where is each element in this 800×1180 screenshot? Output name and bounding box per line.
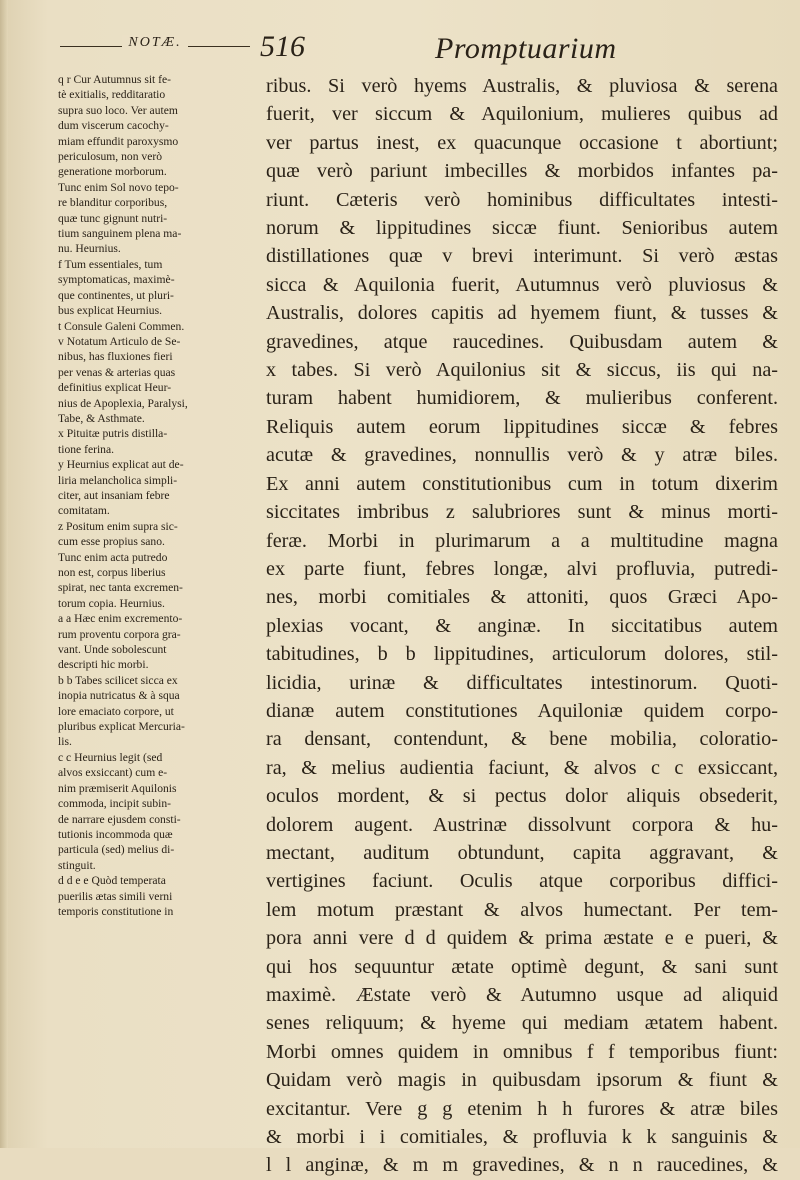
note-line: lore emaciato corpore, ut [58, 704, 174, 718]
main-text-column [266, 72, 778, 1180]
note-line: citer, aut insaniam febre [58, 488, 170, 502]
note-line: z Positum enim supra sic- [58, 519, 178, 533]
text-line: Ex anni autem constitutionibus cum in totum dixerim [266, 472, 778, 495]
text-line: plexias vocant, & anginæ. In siccitatibus autem [266, 614, 778, 637]
text-line: riunt. Cæteris verò hominibus difficultates intesti- [266, 188, 778, 211]
note-line: rum proventu corpora gra- [58, 627, 181, 641]
text-line: Quidam verò magis in quibusdam ipsorum & fiunt & [266, 1069, 778, 1092]
text-line: sicca & Aquilonia fuerit, Autumnus verò pluviosus & [266, 273, 778, 296]
text-line: pora anni vere d d quidem & prima æstate e e pueri, & [266, 927, 778, 950]
note-line: a a Hæc enim excremento- [58, 612, 183, 626]
page-gutter [0, 0, 8, 1148]
note-line: cum esse propius sano. [58, 535, 165, 549]
text-line: x tabes. Si verò Aquilonius sit & siccus, iis qui na- [266, 359, 778, 382]
note-line: f Tum essentiales, tum [58, 257, 163, 271]
note-line: nu. Heurnius. [58, 242, 121, 256]
note-line: q r Cur Autumnus sit fe- [58, 73, 172, 86]
text-line: ribus. Si verò hyems Australis, & pluviosa & serena [266, 75, 778, 97]
note-line: tione ferina. [58, 442, 115, 456]
note-line: tium sanguinem plena ma- [58, 227, 182, 241]
text-line: Reliquis autem eorum lippitudines siccæ & febres [266, 415, 778, 438]
note-line: generatione morborum. [58, 165, 167, 179]
note-line: inopia nutricatus & à squa [58, 689, 180, 703]
text-line: Australis, dolores capitis ad hyemem fiunt, & tusses & [266, 302, 778, 325]
text-line: ver partus inest, ex quacunque occasione t abortiunt; [266, 131, 778, 154]
note-line: descripti hic morbi. [58, 658, 149, 672]
text-line: oculos mordent, & si pectus dolor aliquis obsederit, [266, 785, 778, 808]
note-line: quæ tunc gignunt nutri- [58, 211, 168, 225]
note-line: commoda, incipit subin- [58, 797, 172, 811]
note-line: torum copia. Heurnius. [58, 596, 165, 610]
note-line: symptomaticas, maximè- [58, 273, 175, 287]
note-line: nibus, has fluxiones fieri [58, 350, 173, 364]
note-line: nim præmiserit Aquilonis [58, 781, 177, 795]
text-line: turam habent humidiorem, & mulieribus conferent. [266, 387, 778, 410]
note-line: v Notatum Articulo de Se- [58, 334, 181, 348]
note-line: per venas & arterias quas [58, 365, 176, 379]
page-header [60, 28, 760, 76]
text-line: licidia, urinæ & difficultates intestinorum. Quoti- [266, 671, 778, 694]
text-line: nes, morbi comitiales & attoniti, quos Græci Apo- [266, 586, 778, 609]
text-line: ra densant, contendunt, & bene mobilia, coloratio- [266, 728, 778, 751]
text-line: gravedines, atque raucedines. Quibusdam autem & [266, 330, 778, 353]
note-line: vant. Unde sobolescunt [58, 643, 167, 657]
note-line: miam effundit paroxysmo [58, 134, 179, 148]
marginal-notes-column [58, 72, 262, 919]
note-line: comitatam. [58, 504, 110, 518]
text-line: Morbi omnes quidem in omnibus f f temporibus fiunt: [266, 1040, 778, 1063]
text-line: vertigines faciunt. Oculis atque corporibus diffici- [266, 870, 778, 893]
text-line: acutæ & gravedines, nonnullis verò & y atræ biles. [266, 444, 778, 467]
note-line: pluribus explicat Mercuria- [58, 720, 185, 734]
text-line: l l anginæ, & m m gravedines, & n n raucedines, & [266, 1154, 778, 1177]
note-line: dum viscerum cacochy- [58, 119, 169, 133]
note-line: spirat, nec tanta excremen- [58, 581, 183, 595]
text-line: distillationes quæ v brevi interimunt. Si verò æstas [266, 245, 778, 268]
note-line: liria melancholica simpli- [58, 473, 178, 487]
note-line: tutionis incommoda quæ [58, 827, 173, 841]
text-line: tabitudines, b b lippitudines, articulorum dolores, stil- [266, 643, 778, 666]
text-line: senes reliquum; & hyeme qui mediam ætatem habent. [266, 1012, 778, 1035]
note-line: re blanditur corporibus, [58, 196, 168, 210]
text-line: ra, & melius audientia faciunt, & alvos c c exsiccant, [266, 756, 778, 779]
note-line: tè exitialis, redditaratio [58, 88, 166, 102]
text-line: dianæ autem constitutiones Aquiloniæ quidem corpo- [266, 699, 778, 722]
note-line: periculosum, non verò [58, 150, 162, 164]
note-line: Tunc enim Sol novo tepo- [58, 180, 179, 194]
note-line: alvos exsiccant) cum e- [58, 766, 168, 780]
text-line: dolorem augent. Austrinæ dissolvunt corpora & hu- [266, 813, 778, 836]
note-line: bus explicat Heurnius. [58, 304, 162, 318]
note-line: definitius explicat Heur- [58, 381, 172, 395]
text-line: quæ verò pariunt imbecilles & morbidos infantes pa- [266, 160, 778, 183]
note-line: nius de Apoplexia, Paralysi, [58, 396, 188, 410]
text-line: & morbi i i comitiales, & profluvia k k sanguinis & [266, 1126, 778, 1149]
text-line: excitantur. Vere g g etenim h h furores & atræ biles [266, 1097, 778, 1120]
note-line: temporis constitutione in [58, 904, 174, 918]
text-line: norum & lippitudines siccæ fiunt. Senioribus autem [266, 217, 778, 240]
note-line: particula (sed) melius di- [58, 843, 175, 857]
text-line: lem motum præstant & alvos humectant. Per tem- [266, 898, 778, 921]
text-line: maximè. Æstate verò & Autumno usque ad aliquid [266, 984, 778, 1006]
page-number: 516 [260, 30, 305, 63]
note-line: de narrare ejusdem consti- [58, 812, 181, 826]
note-line: stinguit. [58, 858, 96, 872]
text-line: siccitates imbribus z salubriores sunt & minus morti- [266, 501, 778, 524]
note-line: Tabe, & Asthmate. [58, 411, 145, 425]
note-line: y Heurnius explicat aut de- [58, 458, 184, 472]
text-line: qui hos sequuntur ætate optimè degunt, & sani sunt [266, 955, 778, 978]
note-line: c c Heurnius legit (sed [58, 750, 163, 764]
running-head: Promptuarium [435, 32, 617, 65]
note-line: puerilis ætas simili verni [58, 889, 173, 903]
note-line: supra suo loco. Ver autem [58, 103, 178, 117]
text-line: fuerit, ver siccum & Aquilonium, mulieres quibus ad [266, 103, 778, 126]
note-line: x Pituitæ putris distilla- [58, 427, 168, 441]
note-line: que continentes, ut pluri- [58, 288, 174, 302]
text-line: ex parte fiunt, febres longæ, alvi profluvia, putredi- [266, 557, 778, 580]
note-line: lis. [58, 735, 72, 749]
note-line: b b Tabes scilicet sicca ex [58, 673, 178, 687]
text-line: feræ. Morbi in plurimarum a a multitudine magna [266, 529, 778, 552]
note-line: d d e e Quòd temperata [58, 874, 166, 888]
note-line: t Consule Galeni Commen. [58, 319, 185, 333]
note-line: Tunc enim acta putredo [58, 550, 168, 564]
notes-heading-label: NOTÆ. [122, 35, 187, 50]
note-line: non est, corpus liberius [58, 566, 166, 579]
notes-heading [60, 35, 250, 63]
text-line: mectant, auditum obtundunt, capita aggravant, & [266, 841, 778, 864]
